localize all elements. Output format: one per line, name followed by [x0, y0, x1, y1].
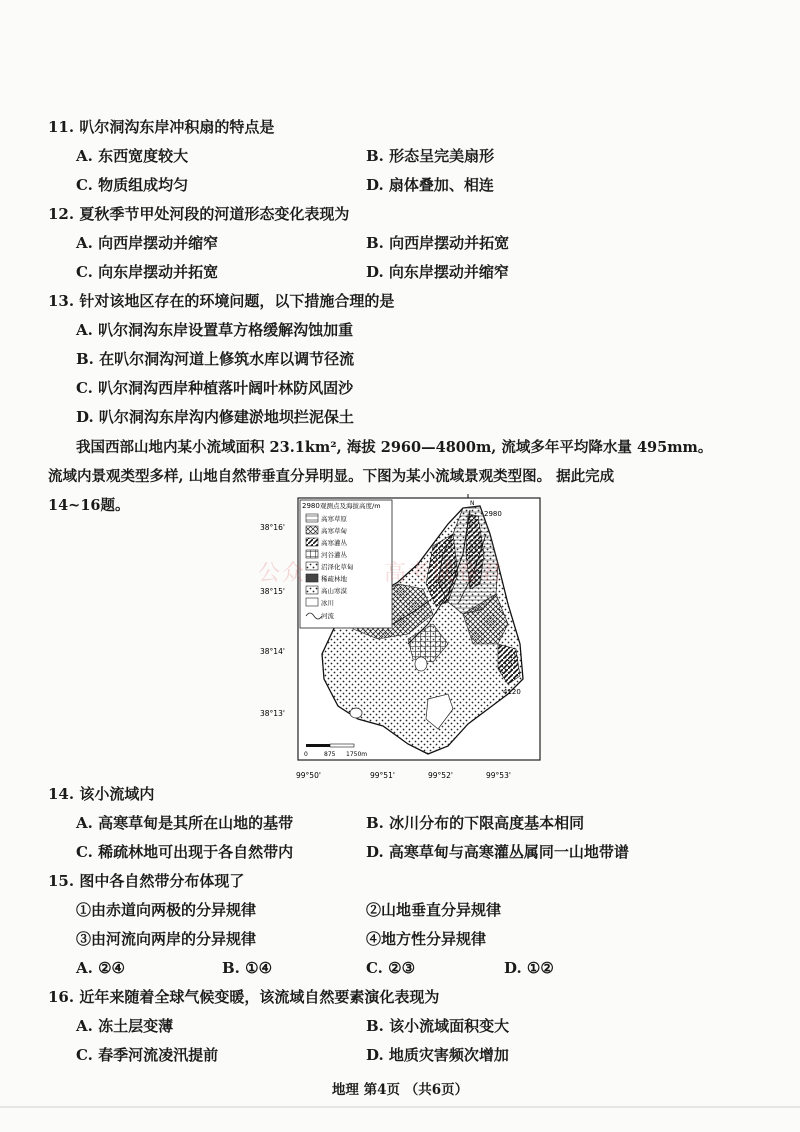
q11-option-b: B. 形态呈完美扇形 — [366, 147, 495, 165]
legend-swatch-4 — [306, 550, 318, 558]
q12-option-b: B. 向西岸摆动并拓宽 — [366, 234, 510, 252]
q16-option-d: D. 地质灾害频次增加 — [366, 1046, 509, 1064]
q16-option-b: B. 该小流域面积变大 — [366, 1017, 510, 1035]
lon-label-2: 99°51' — [370, 771, 395, 780]
legend-label-4: 河谷灌丛 — [321, 551, 347, 559]
scale-bar-seg-2 — [330, 744, 354, 747]
q15-statement-1: ①由赤道向两极的分异规律 — [76, 901, 257, 919]
legend-label-8: 冰川 — [321, 599, 334, 607]
lat-label-2: 38°15' — [260, 587, 285, 596]
q15-statement-2: ②山地垂直分异规律 — [366, 901, 502, 919]
lat-label-1: 38°16' — [260, 523, 285, 532]
q15-statement-3: ③由河流向两岸的分异规律 — [76, 930, 257, 948]
q13-option-d: D. 叭尔洞沟东岸沟内修建淤地坝拦泥保土 — [76, 408, 354, 426]
legend-title: 观测点及海拔高度/m — [320, 502, 381, 510]
legend-label-2: 高寒草甸 — [321, 527, 347, 535]
legend-label-5: 沼泽化草甸 — [321, 563, 354, 571]
q11-stem: 11. 叭尔洞沟东岸冲积扇的特点是 — [48, 118, 275, 136]
q15-statement-4: ④地方性分异规律 — [366, 930, 487, 948]
legend-swatch-2 — [306, 526, 318, 534]
q15-option-c: C. ②③ — [366, 959, 416, 977]
q14-option-b: B. 冰川分布的下限高度基本相同 — [366, 814, 585, 832]
scale-label-1: 875 — [324, 751, 336, 758]
q13-option-b: B. 在叭尔洞沟河道上修筑水库以调节径流 — [76, 350, 355, 368]
watermark-left: 公众 — [258, 561, 307, 586]
q11-option-d: D. 扇体叠加、相连 — [366, 176, 494, 194]
legend-swatch-7 — [306, 586, 318, 594]
q16-option-c: C. 春季河流凌汛提前 — [76, 1046, 219, 1064]
legend-label-9: 河流 — [321, 612, 334, 620]
legend-label-7: 高山寒漠 — [321, 587, 347, 595]
elev-east: 4120 — [503, 688, 521, 696]
lon-label-4: 99°53' — [486, 771, 511, 780]
elev-top-right: 2980 — [484, 510, 502, 518]
q12-option-a: A. 向西岸摆动并缩窄 — [76, 234, 219, 252]
q13-option-c: C. 叭尔洞沟西岸种植落叶阔叶林防风固沙 — [76, 379, 354, 397]
lon-label-3: 99°52' — [428, 771, 453, 780]
lat-label-4: 38°13' — [260, 709, 285, 718]
legend-label-3: 高寒灌丛 — [321, 539, 347, 547]
lat-label-3: 38°14' — [260, 647, 285, 656]
q12-option-d: D. 向东岸摆动并缩窄 — [366, 263, 509, 281]
watermark-right: 高考试卷君 — [384, 561, 505, 586]
legend-swatch-1 — [306, 514, 318, 522]
q16-option-a: A. 冻土层变薄 — [76, 1017, 174, 1035]
q14-option-c: C. 稀疏林地可出现于各自然带内 — [76, 843, 294, 861]
legend-swatch-6 — [306, 574, 318, 582]
q11-option-c: C. 物质组成均匀 — [76, 176, 189, 194]
landscape-map — [258, 494, 543, 794]
q14-option-a: A. 高寒草甸是其所在山地的基带 — [76, 814, 294, 832]
scan-edge — [0, 1106, 800, 1108]
legend-swatch-3 — [306, 538, 318, 546]
q12-option-c: C. 向东岸摆动并拓宽 — [76, 263, 219, 281]
scale-bar-seg-1 — [306, 744, 330, 747]
passage-line-3: 14~16题。 — [48, 497, 130, 514]
legend-swatch-5 — [306, 562, 318, 570]
q16-stem: 16. 近年来随着全球气候变暖，该流域自然要素演化表现为 — [48, 988, 440, 1006]
north-label: N — [470, 500, 475, 507]
zone-glacier-3 — [350, 708, 362, 718]
passage-line-1: 我国西部山地内某小流域面积 23.1km², 海拔 2960—4800m, 流域多年平均降水量 495mm。 — [76, 439, 713, 456]
legend-label-6: 稀疏林地 — [321, 575, 347, 583]
q14-option-d: D. 高寒草甸与高寒灌丛属同一山地带谱 — [366, 843, 629, 861]
q15-option-b: B. ①④ — [222, 959, 273, 977]
scale-label-2: 1750m — [346, 751, 368, 758]
q15-option-a: A. ②④ — [76, 959, 125, 977]
q15-option-d: D. ①② — [504, 959, 554, 977]
q13-stem: 13. 针对该地区存在的环境问题，以下措施合理的是 — [48, 292, 395, 310]
lon-label-1: 99°50' — [296, 771, 321, 780]
page-footer: 地理 第4页 （共6页） — [331, 1082, 469, 1098]
q12-stem: 12. 夏秋季节甲处河段的河道形态变化表现为 — [48, 205, 350, 223]
q11-option-a: A. 东西宽度较大 — [76, 147, 189, 165]
q13-option-a: A. 叭尔洞沟东岸设置草方格缓解沟蚀加重 — [76, 321, 354, 339]
landscape-map-figure — [258, 494, 543, 794]
elev-top-left: 2980 — [302, 502, 320, 510]
q14-stem: 14. 该小流域内 — [48, 785, 155, 803]
scale-label-0: 0 — [304, 751, 308, 758]
zone-glacier-2 — [415, 657, 427, 671]
q15-stem: 15. 图中各自然带分布体现了 — [48, 872, 245, 890]
passage-line-2: 流域内景观类型多样, 山地自然带垂直分异明显。下图为某小流域景观类型图。 据此完成 — [48, 468, 615, 485]
legend-label-1: 高寒草原 — [321, 515, 347, 523]
legend-swatch-8 — [306, 598, 318, 606]
